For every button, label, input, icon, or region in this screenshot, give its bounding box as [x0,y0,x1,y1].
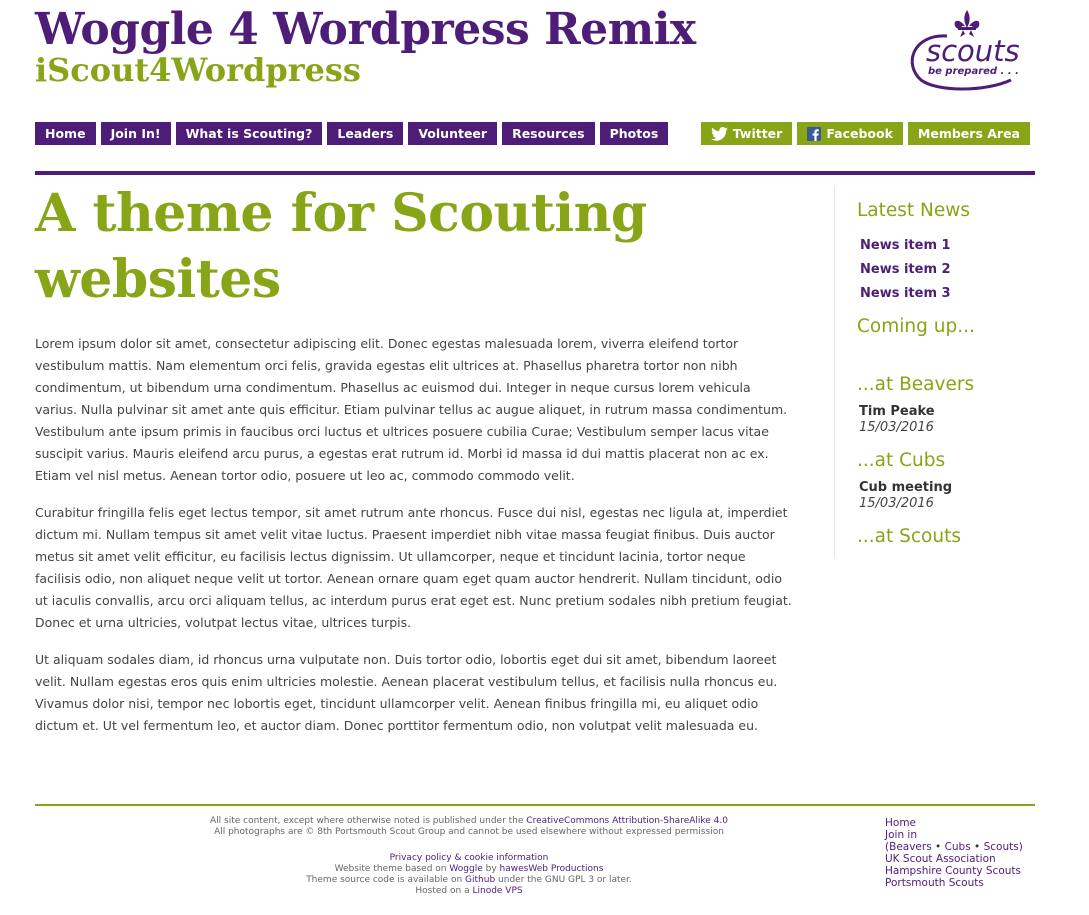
facebook-icon [807,127,821,141]
photos-notice: All photographs are © 8th Portsmouth Scout Group and cannot be used elsewhere without expressed permission [214,827,724,837]
twitter-label: Twitter [732,126,783,141]
source-text: Theme source code is available on [306,875,463,885]
nav-photos[interactable]: Photos [600,122,669,145]
license-text: All site content, except where otherwise noted is published under the [210,816,524,826]
header-divider [35,171,1035,175]
github-link[interactable]: Github [465,875,496,885]
hawesweb-link[interactable]: hawesWeb Productions [499,864,604,874]
members-area-button[interactable]: Members Area [908,122,1030,145]
cubs-heading: ...at Cubs [857,450,946,471]
footer-uk-scouts-link[interactable]: UK Scout Association [885,853,996,865]
footer-divider [35,804,1035,806]
site-title[interactable]: Woggle 4 Wordpress Remix [35,4,696,55]
nav-volunteer[interactable]: Volunteer [408,122,497,145]
news-item-2[interactable]: News item 2 [860,262,951,277]
linode-link[interactable]: Linode VPS [472,886,523,896]
scouts-heading: ...at Scouts [857,526,961,547]
beavers-event-title: Tim Peake [859,404,935,419]
footer-credits [170,816,768,897]
latest-news-heading: Latest News [857,200,971,221]
footer-sections-line [885,841,1023,853]
source-line [170,875,768,886]
nav-join-in[interactable]: Join In! [101,122,171,145]
theme-credit-line [170,864,768,875]
facebook-label: Facebook [826,126,893,141]
license-link[interactable]: CreativeCommons Attribution-ShareAlike 4.0 [526,816,728,826]
nav-leaders[interactable]: Leaders [327,122,403,145]
page-title-line-1: A theme for Scouting [35,183,647,244]
twitter-icon [711,127,728,141]
beavers-event-date: 15/03/2016 [859,420,934,435]
open-paren: ( [885,841,890,853]
main-nav [35,122,668,145]
fleur-de-lis-icon [955,10,980,37]
privacy-link[interactable]: Privacy policy & cookie information [389,853,549,863]
body-paragraph-2: Curabitur fringilla felis eget lectus tempor, sit amet rutrum ante rhoncus. Fusce dui nisl, egestas nec ligula at, imperdiet dictum mi. Nullam tempus sit amet velit vitae luctus. Praesent imperdiet nibh vitae massa feugiat finibus. Duis auctor metus sit amet velit efficitur, eu facilisis lectus dignissim. Ut ullamcorper, neque et tincidunt lacinia, tortor neque facilisis odio, non aliquet neque velit ut tortor. Aenean ornare quam eget quam auctor hendrerit. Nullam tincidunt, odio ut iaculis convallis, arcu orci aliquam tellus, ac interdum purus erat eget est. Nunc pretium sodales nibh pretium feugiat. Donec et urna ultricies, volutpat lectus vitae, ultrices turpis. [35,505,792,630]
cubs-event-title: Cub meeting [859,480,953,495]
twitter-button[interactable] [701,122,793,145]
hosting-line [170,886,768,897]
page-title-line-2: websites [35,249,281,310]
news-item-3[interactable]: News item 3 [860,286,951,301]
footer-join-in-link[interactable]: Join in [885,829,918,841]
footer-scouts-link[interactable]: Scouts [983,841,1019,853]
footer-beavers-link[interactable]: Beavers [889,841,932,853]
site-subtitle: iScout4Wordpress [35,51,361,89]
nav-what-is-scouting[interactable]: What is Scouting? [176,122,323,145]
facebook-button[interactable] [797,122,903,145]
footer-home-link[interactable]: Home [885,817,917,829]
scouts-logo[interactable] [903,6,1037,92]
main-content [35,181,795,733]
logo-wordmark: scouts [926,34,1020,68]
body-paragraph-1: Lorem ipsum dolor sit amet, consectetur adipiscing elit. Donec egestas malesuada lorem, viverra eleifend tortor vestibulum mattis. Nam elementum orci felis, gravida egestas elit ultrices at. Phasellus pharetra tortor non nibh condimentum, ut bibendum urna condimentum. Phasellus ac euismod dui. Integer in neque cursus lorem vehicula varius. Nulla pulvinar sit amet ante quis efficitur. Etiam pulvinar tellus ac augue aliquet, in rutrum massa condimentum. Vestibulum ante ipsum primis in faucibus orci luctus et ultrices posuere cubilia Curae; Vestibulum semper lacus vitae suscipit varius. Mauris eleifend arcu purus, a egestas erat rutrum id. Morbi id massa id dui mattis placerat non ac ex. Etiam vel nisl metus. Aenean tortor odio, posuere ut leo ac, commodo commodo velit. [35,336,788,483]
sidebar-divider [834,187,835,557]
gpl-text: under the GNU GPL 3 or later. [498,875,632,885]
nav-home[interactable]: Home [35,122,96,145]
footer-links [885,817,1023,889]
social-nav [701,122,1030,145]
body-paragraph-3: Ut aliquam sodales diam, id rhoncus urna vulputate non. Duis tortor odio, lobortis eget dui sit amet, bibendum laoreet velit. Nullam egestas eros quis enim ultricies molestie. Aenean placerat vestibulum tellus, et facilisis nulla rhoncus eu. Vivamus dolor nisi, tempor nec lobortis eget, tincidunt ullamcorper velit. Aenean finibus fringilla mi, eu aliquet odio dictum et. Ut vel fermentum leo, et auctor diam. Donec porttitor fermentum odio, non volutpat velit malesuada eu. [35,652,778,733]
nav-resources[interactable]: Resources [502,122,595,145]
coming-up-heading: Coming up... [857,316,975,337]
page-title [35,181,795,313]
license-line [170,816,768,827]
logo-tagline: be prepared . . . [928,66,1019,77]
news-item-1[interactable]: News item 1 [860,238,951,253]
bullet-separator-2: • [974,841,981,853]
by-text: by [485,864,497,874]
bullet-separator-1: • [935,841,942,853]
theme-credit-text: Website theme based on [334,864,447,874]
footer-portsmouth-link[interactable]: Portsmouth Scouts [885,877,984,889]
footer-hampshire-link[interactable]: Hampshire County Scouts [885,865,1021,877]
beavers-heading: ...at Beavers [857,374,975,395]
close-paren: ) [1018,841,1023,853]
cubs-event-date: 15/03/2016 [859,496,934,511]
hosted-text: Hosted on a [415,886,470,896]
woggle-link[interactable]: Woggle [449,864,483,874]
footer-cubs-link[interactable]: Cubs [944,841,971,853]
